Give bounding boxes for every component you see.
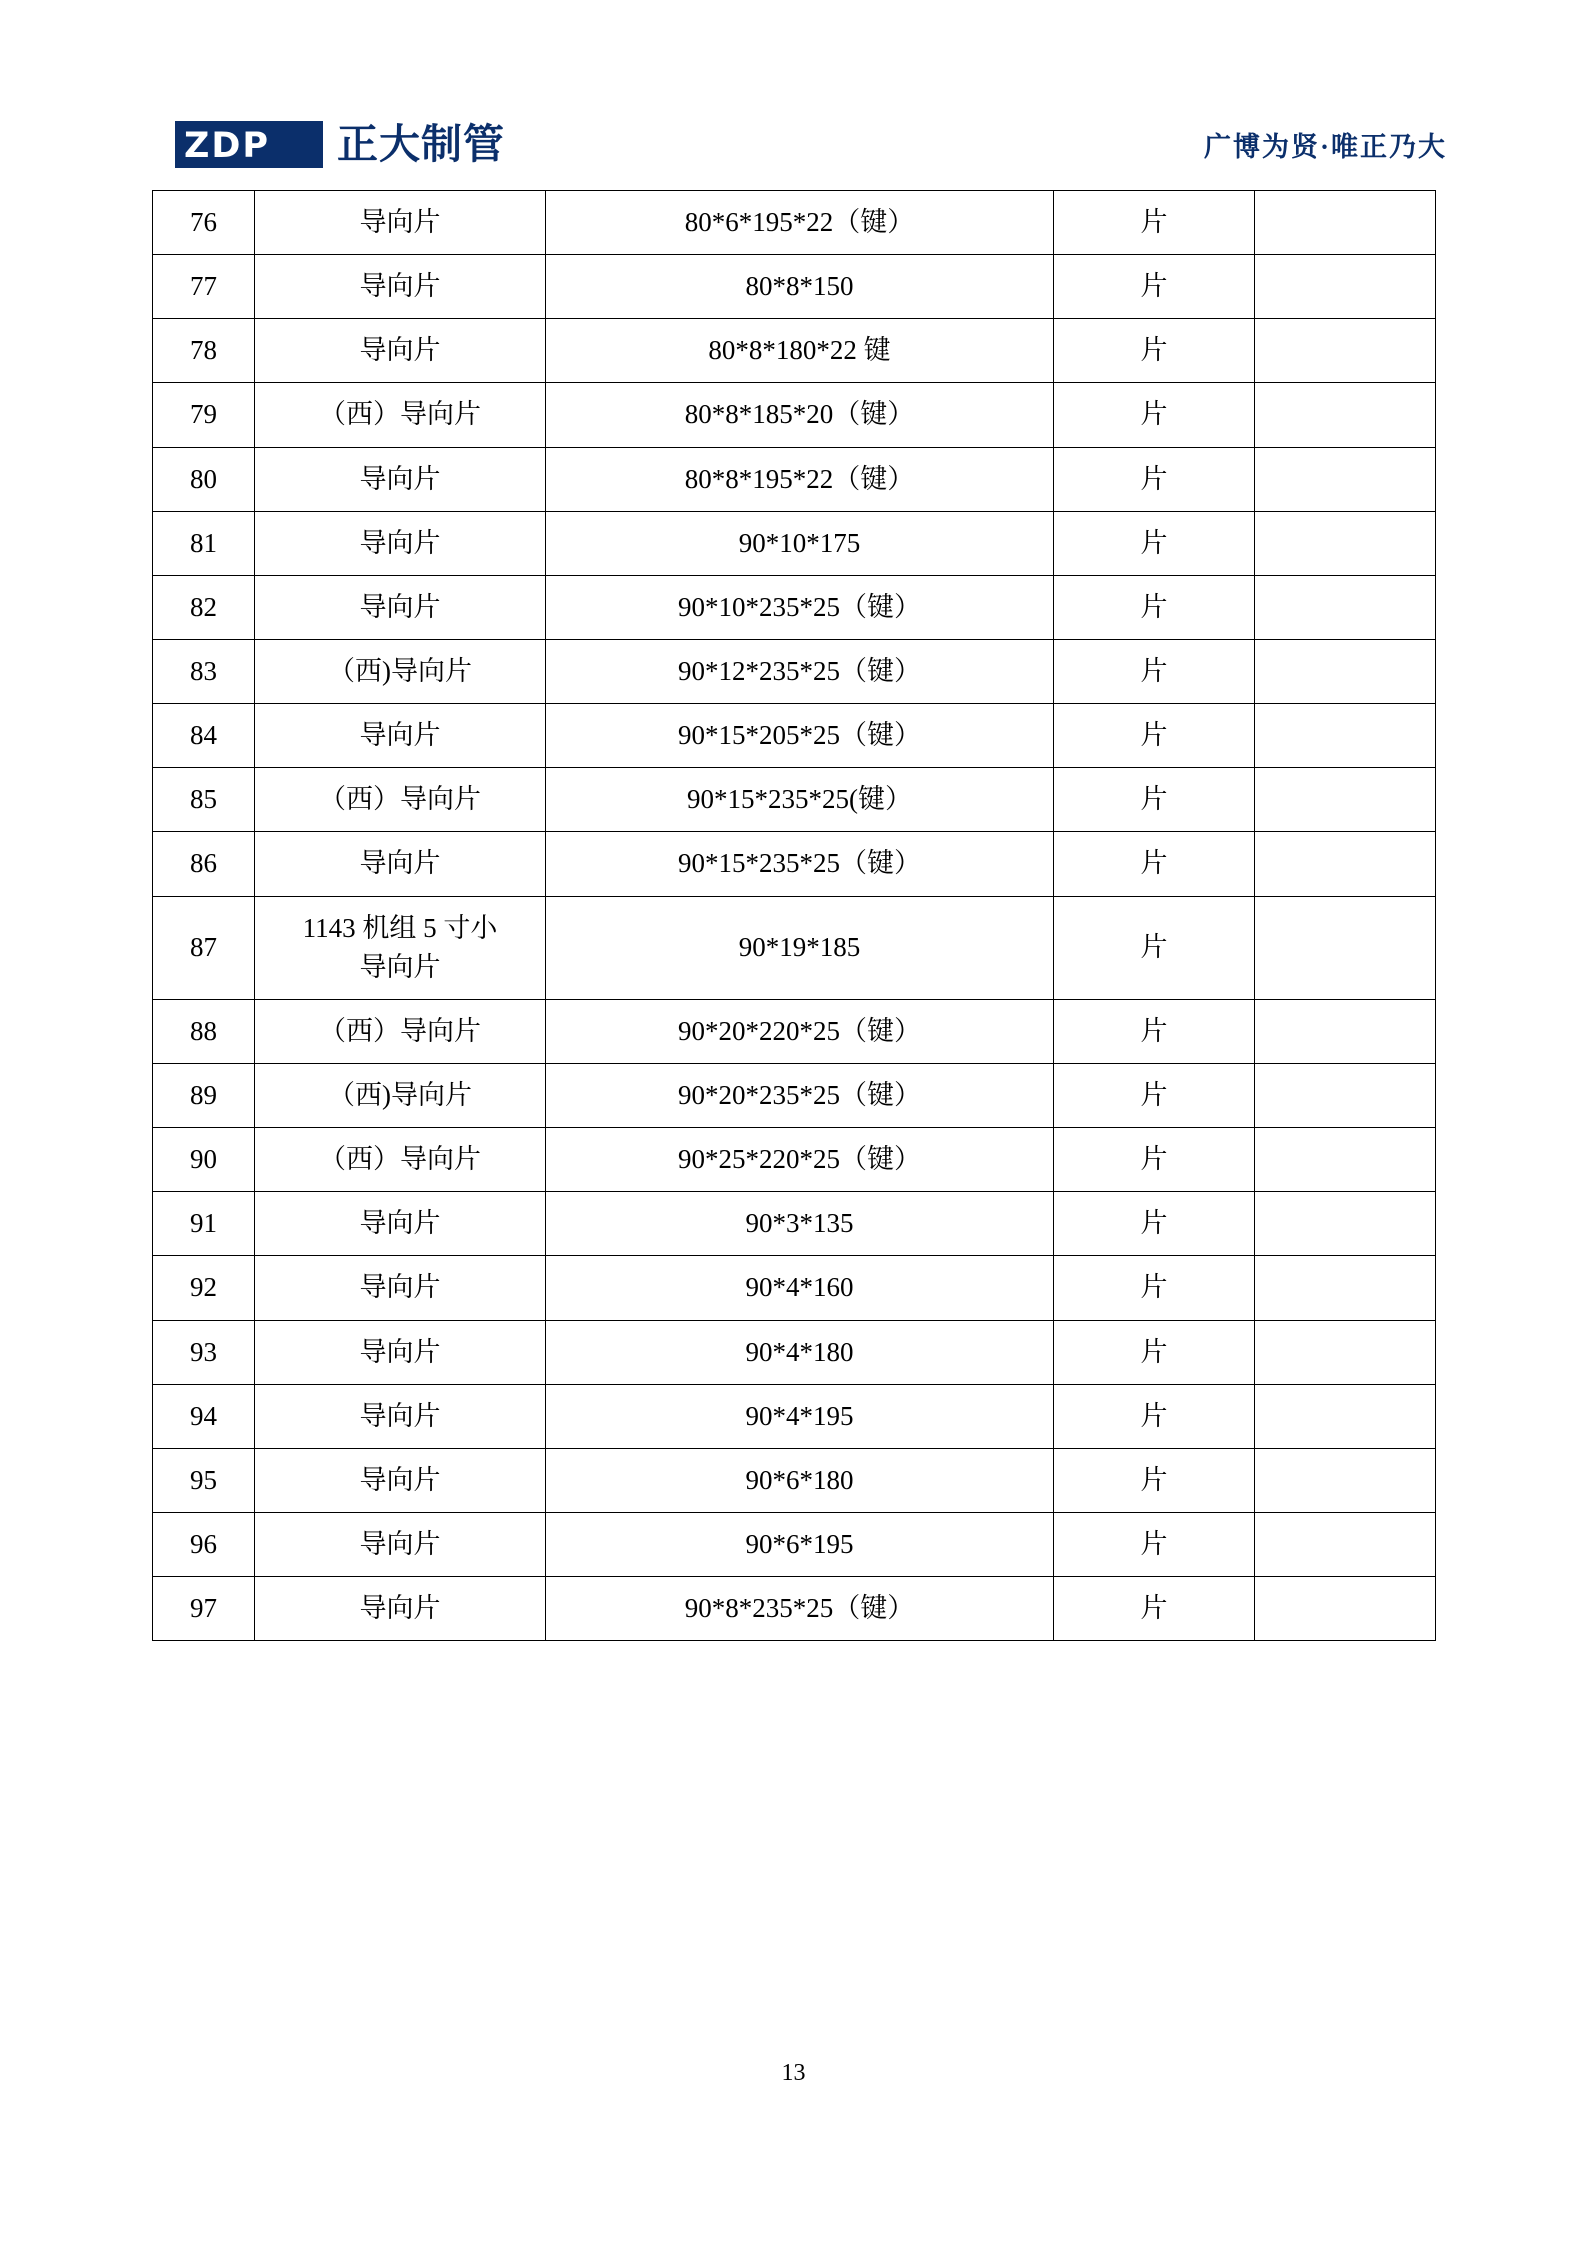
cell-qty — [1255, 191, 1436, 255]
cell-index: 89 — [153, 1063, 255, 1127]
cell-index: 80 — [153, 447, 255, 511]
cell-spec: 80*8*185*20（键） — [546, 383, 1054, 447]
cell-spec: 90*20*220*25（键） — [546, 999, 1054, 1063]
cell-unit: 片 — [1054, 319, 1255, 383]
table-row — [153, 1063, 1436, 1127]
company-name: 正大制管 — [337, 119, 505, 168]
table-row — [153, 768, 1436, 832]
cell-qty — [1255, 1512, 1436, 1576]
table-row — [153, 999, 1436, 1063]
cell-index: 88 — [153, 999, 255, 1063]
cell-unit: 片 — [1054, 1577, 1255, 1641]
cell-qty — [1255, 1577, 1436, 1641]
cell-unit: 片 — [1054, 1128, 1255, 1192]
cell-spec: 90*4*195 — [546, 1384, 1054, 1448]
cell-name: （西）导向片 — [255, 383, 546, 447]
cell-name: （西)导向片 — [255, 639, 546, 703]
cell-index: 76 — [153, 191, 255, 255]
cell-index: 86 — [153, 832, 255, 896]
cell-name: 导向片 — [255, 255, 546, 319]
parts-table-container — [152, 190, 1435, 1641]
cell-index: 91 — [153, 1192, 255, 1256]
cell-spec: 90*6*195 — [546, 1512, 1054, 1576]
cell-spec: 80*8*195*22（键） — [546, 447, 1054, 511]
cell-index: 92 — [153, 1256, 255, 1320]
cell-spec: 90*19*185 — [546, 896, 1054, 999]
cell-qty — [1255, 1384, 1436, 1448]
cell-name: 导向片 — [255, 704, 546, 768]
cell-qty — [1255, 447, 1436, 511]
cell-index: 96 — [153, 1512, 255, 1576]
parts-table-body — [153, 191, 1436, 1641]
cell-qty — [1255, 1063, 1436, 1127]
table-row — [153, 255, 1436, 319]
cell-unit: 片 — [1054, 896, 1255, 999]
cell-unit: 片 — [1054, 639, 1255, 703]
cell-qty — [1255, 319, 1436, 383]
table-row — [153, 319, 1436, 383]
cell-qty — [1255, 383, 1436, 447]
cell-qty — [1255, 639, 1436, 703]
cell-unit: 片 — [1054, 255, 1255, 319]
cell-unit: 片 — [1054, 1192, 1255, 1256]
cell-name: 导向片 — [255, 1448, 546, 1512]
cell-spec: 90*4*160 — [546, 1256, 1054, 1320]
cell-name: 导向片 — [255, 319, 546, 383]
cell-unit: 片 — [1054, 447, 1255, 511]
page-number: 13 — [781, 2060, 806, 2086]
zdp-logo-icon — [175, 121, 323, 168]
cell-name: 导向片 — [255, 191, 546, 255]
table-row — [153, 1256, 1436, 1320]
cell-spec: 80*8*180*22 键 — [546, 319, 1054, 383]
cell-unit: 片 — [1054, 832, 1255, 896]
table-row — [153, 191, 1436, 255]
cell-name: （西）导向片 — [255, 1128, 546, 1192]
cell-qty — [1255, 999, 1436, 1063]
cell-index: 90 — [153, 1128, 255, 1192]
cell-spec: 90*8*235*25（键） — [546, 1577, 1054, 1641]
cell-index: 95 — [153, 1448, 255, 1512]
cell-spec: 90*3*135 — [546, 1192, 1054, 1256]
cell-spec: 90*4*180 — [546, 1320, 1054, 1384]
table-row — [153, 1448, 1436, 1512]
cell-spec: 90*6*180 — [546, 1448, 1054, 1512]
cell-unit: 片 — [1054, 999, 1255, 1063]
cell-name: 导向片 — [255, 447, 546, 511]
cell-unit: 片 — [1054, 1256, 1255, 1320]
cell-qty — [1255, 1448, 1436, 1512]
cell-index: 78 — [153, 319, 255, 383]
company-logo — [175, 121, 505, 168]
cell-spec: 90*20*235*25（键） — [546, 1063, 1054, 1127]
cell-qty — [1255, 832, 1436, 896]
table-row — [153, 1128, 1436, 1192]
cell-unit: 片 — [1054, 1448, 1255, 1512]
cell-unit: 片 — [1054, 191, 1255, 255]
parts-table — [152, 190, 1436, 1641]
table-row — [153, 447, 1436, 511]
cell-qty — [1255, 1256, 1436, 1320]
cell-index: 85 — [153, 768, 255, 832]
cell-name: 导向片 — [255, 1320, 546, 1384]
cell-spec: 90*10*175 — [546, 511, 1054, 575]
cell-unit: 片 — [1054, 575, 1255, 639]
cell-name: 导向片 — [255, 832, 546, 896]
cell-name: （西）导向片 — [255, 768, 546, 832]
cell-spec: 90*15*205*25（键） — [546, 704, 1054, 768]
cell-index: 97 — [153, 1577, 255, 1641]
table-row — [153, 511, 1436, 575]
cell-spec: 90*10*235*25（键） — [546, 575, 1054, 639]
cell-spec: 90*12*235*25（键） — [546, 639, 1054, 703]
cell-index: 84 — [153, 704, 255, 768]
cell-qty — [1255, 1192, 1436, 1256]
cell-name: 导向片 — [255, 1577, 546, 1641]
cell-index: 94 — [153, 1384, 255, 1448]
table-row — [153, 896, 1436, 999]
cell-spec: 80*8*150 — [546, 255, 1054, 319]
cell-index: 83 — [153, 639, 255, 703]
cell-name: 导向片 — [255, 1512, 546, 1576]
cell-unit: 片 — [1054, 1384, 1255, 1448]
cell-name — [255, 896, 546, 999]
cell-name: 导向片 — [255, 1192, 546, 1256]
table-row — [153, 1384, 1436, 1448]
cell-qty — [1255, 1128, 1436, 1192]
table-row — [153, 832, 1436, 896]
cell-index: 81 — [153, 511, 255, 575]
cell-spec: 90*25*220*25（键） — [546, 1128, 1054, 1192]
cell-name-line1: 1143 机组 5 寸小 — [302, 912, 498, 943]
cell-qty — [1255, 704, 1436, 768]
table-row — [153, 704, 1436, 768]
cell-index: 77 — [153, 255, 255, 319]
cell-qty — [1255, 896, 1436, 999]
cell-name: （西）导向片 — [255, 999, 546, 1063]
cell-spec: 90*15*235*25(键） — [546, 768, 1054, 832]
cell-spec: 90*15*235*25（键） — [546, 832, 1054, 896]
cell-index: 87 — [153, 896, 255, 999]
cell-unit: 片 — [1054, 1063, 1255, 1127]
cell-name: 导向片 — [255, 1256, 546, 1320]
cell-unit: 片 — [1054, 768, 1255, 832]
cell-unit: 片 — [1054, 704, 1255, 768]
cell-name: 导向片 — [255, 511, 546, 575]
cell-qty — [1255, 768, 1436, 832]
table-row — [153, 575, 1436, 639]
company-slogan: 广博为贤·唯正乃大 — [1203, 131, 1447, 162]
table-row — [153, 383, 1436, 447]
cell-qty — [1255, 511, 1436, 575]
cell-unit: 片 — [1054, 511, 1255, 575]
cell-index: 93 — [153, 1320, 255, 1384]
table-row — [153, 1320, 1436, 1384]
cell-qty — [1255, 255, 1436, 319]
cell-name: （西)导向片 — [255, 1063, 546, 1127]
cell-qty — [1255, 1320, 1436, 1384]
cell-unit: 片 — [1054, 383, 1255, 447]
page-header — [175, 108, 1447, 180]
cell-name: 导向片 — [255, 575, 546, 639]
cell-index: 79 — [153, 383, 255, 447]
table-row — [153, 1577, 1436, 1641]
cell-unit: 片 — [1054, 1320, 1255, 1384]
cell-name: 导向片 — [255, 1384, 546, 1448]
table-row — [153, 639, 1436, 703]
cell-spec: 80*6*195*22（键） — [546, 191, 1054, 255]
table-row — [153, 1512, 1436, 1576]
cell-index: 82 — [153, 575, 255, 639]
cell-unit: 片 — [1054, 1512, 1255, 1576]
svg-text:ZDP: ZDP — [184, 125, 271, 166]
cell-qty — [1255, 575, 1436, 639]
cell-name-line2: 导向片 — [359, 951, 441, 982]
table-row — [153, 1192, 1436, 1256]
